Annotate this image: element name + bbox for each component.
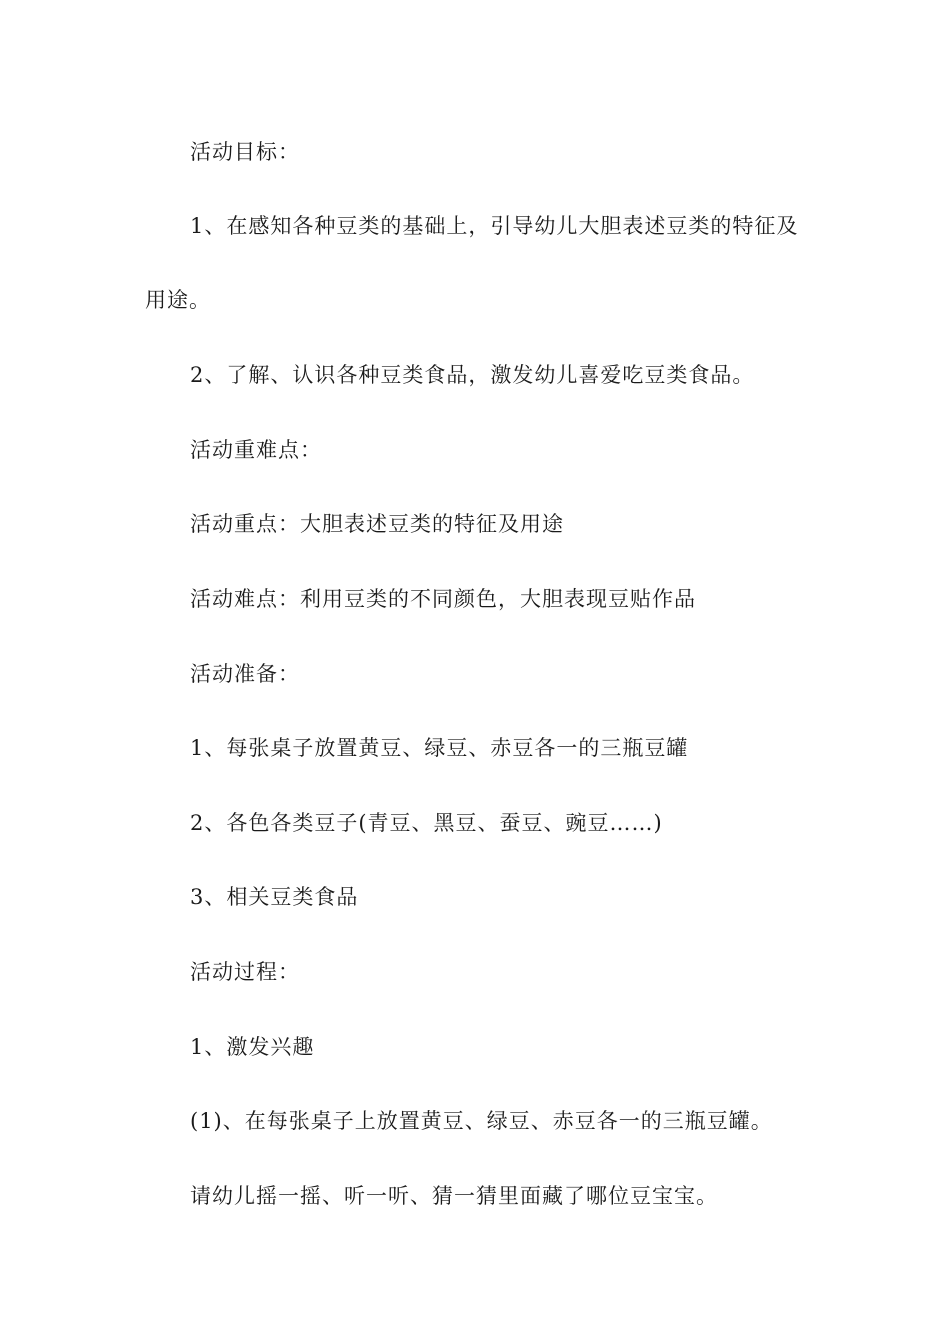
process-step-1: 1、激发兴趣 [190,1035,315,1059]
preparation-2: 2、各色各类豆子(青豆、黑豆、蚕豆、豌豆……) [190,811,663,835]
heading-key-difficult-points: 活动重难点： [190,438,322,462]
difficult-point: 活动难点：利用豆类的不同颜色，大胆表现豆贴作品 [190,587,696,611]
goal-1-line-2: 用途。 [145,288,211,312]
process-step-1-sub-1: (1)、在每张桌子上放置黄豆、绿豆、赤豆各一的三瓶豆罐。 [190,1109,773,1133]
preparation-3: 3、相关豆类食品 [190,885,359,909]
process-step-1-sub-1-cont: 请幼儿摇一摇、听一听、猜一猜里面藏了哪位豆宝宝。 [190,1184,718,1208]
key-point: 活动重点：大胆表述豆类的特征及用途 [190,512,564,536]
preparation-1: 1、每张桌子放置黄豆、绿豆、赤豆各一的三瓶豆罐 [190,736,689,760]
heading-preparation: 活动准备： [190,662,300,686]
goal-2: 2、了解、认识各种豆类食品，激发幼儿喜爱吃豆类食品。 [190,363,755,387]
goal-1-line-1: 1、在感知各种豆类的基础上，引导幼儿大胆表述豆类的特征及 [190,214,799,238]
heading-activity-process: 活动过程： [190,960,300,984]
heading-activity-goals: 活动目标： [190,140,300,164]
